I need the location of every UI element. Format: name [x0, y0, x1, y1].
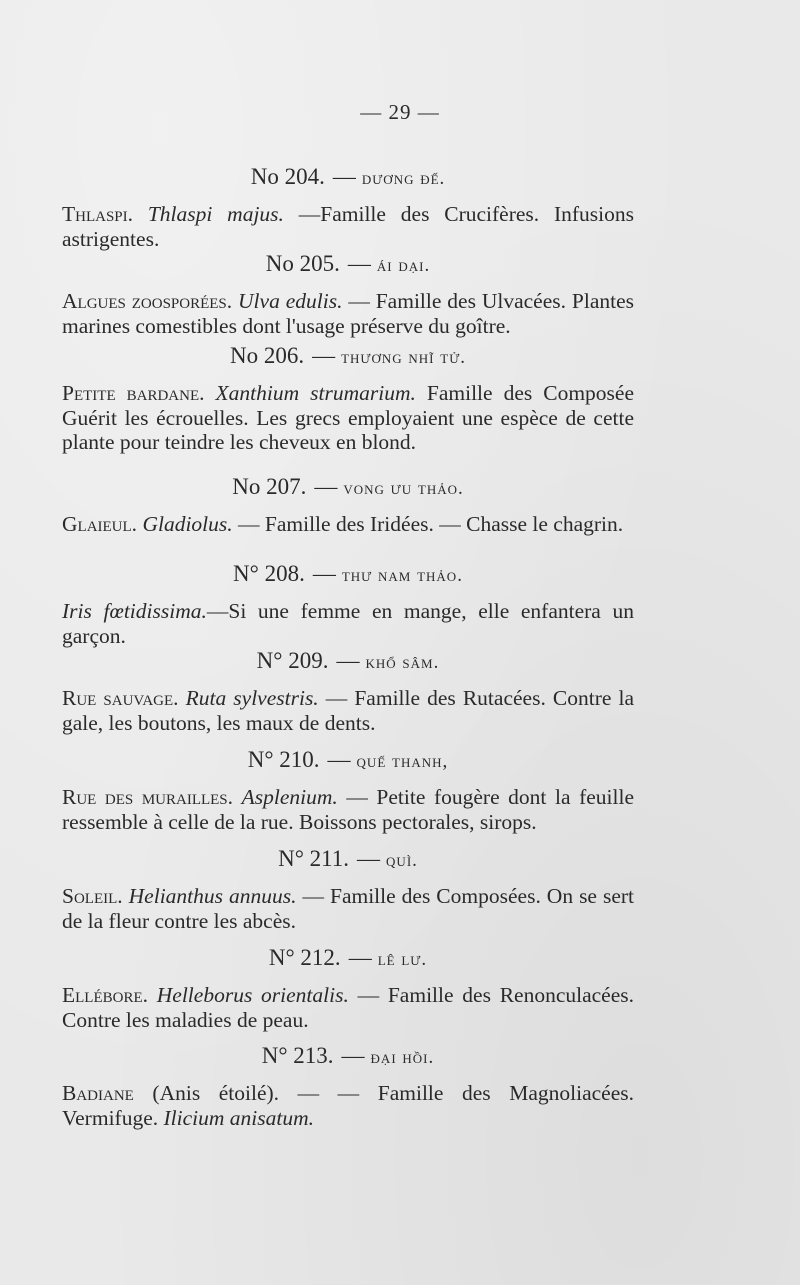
entry-heading — [62, 163, 634, 191]
entry-text — [62, 289, 634, 338]
common-name: Rue sauvage. — [62, 686, 179, 710]
entry-heading — [62, 473, 634, 501]
entry-heading — [62, 250, 634, 278]
common-name: Petite bardane. — [62, 381, 205, 405]
common-name: Thlaspi. — [62, 202, 134, 226]
vietnamese-name: vong ưu thảo. — [343, 478, 464, 499]
entry-number: No 207. — [232, 474, 307, 499]
entry-213 — [62, 1042, 634, 1130]
vietnamese-name: khổ sâm. — [365, 652, 440, 673]
latin-name: Gladiolus. — [142, 512, 233, 536]
entry-number: N° 209. — [256, 648, 329, 673]
entry-text — [62, 512, 634, 537]
dash: — — [314, 474, 338, 499]
entry-205 — [62, 250, 634, 338]
entry-number: N° 212. — [268, 945, 341, 970]
entry-description: — Petite fougère dont la feuille ressemble à celle de la rue. Boissons pectorales, sirops. — [62, 785, 634, 834]
entry-number: No 204. — [250, 164, 325, 189]
entry-text — [62, 884, 634, 933]
entry-number: N° 213. — [261, 1043, 334, 1068]
latin-name: Ulva edulis. — [238, 289, 343, 313]
entry-208 — [62, 560, 634, 648]
entry-text — [62, 785, 634, 834]
latin-name: Ruta sylvestris. — [185, 686, 319, 710]
entry-207 — [62, 473, 634, 537]
vietnamese-name: đại hồi. — [370, 1047, 435, 1068]
entry-description: — Famille des Rutacées. Contre la gale, les boutons, les maux de dents. — [62, 686, 635, 735]
entry-text — [62, 1081, 634, 1130]
dash: — — [332, 164, 356, 189]
entry-heading — [62, 746, 634, 774]
latin-name: Helleborus orientalis. — [156, 983, 349, 1007]
entry-heading — [62, 560, 634, 588]
common-name: Soleil. — [62, 884, 123, 908]
common-name: Rue des murailles. — [62, 785, 234, 809]
entry-description: — Famille des Ulvacées. Plantes marines comestibles dont l'usage préserve du goître. — [62, 289, 634, 338]
common-name: Badiane — [62, 1081, 134, 1105]
entry-209 — [62, 647, 634, 735]
common-name: Ellébore. — [62, 983, 149, 1007]
page-number: — 29 — — [360, 100, 440, 124]
dash: — — [357, 846, 381, 871]
vietnamese-name: quế thanh, — [356, 751, 449, 772]
vietnamese-name: quì. — [386, 850, 418, 871]
entry-description: — Famille des Renonculacées. Contre les maladies de peau. — [62, 983, 635, 1032]
latin-name: Xanthium strumarium. — [215, 381, 416, 405]
entry-heading — [62, 1042, 634, 1070]
dash: — — [312, 343, 336, 368]
entry-211 — [62, 845, 634, 933]
entry-description: —Si une femme en mange, elle enfantera un garçon. — [62, 599, 634, 648]
dash: — — [347, 251, 371, 276]
dash: — — [312, 561, 336, 586]
entry-number: N° 208. — [233, 561, 305, 586]
entry-description: Famille des Composée Guérit les écrouelles. Les grecs employaient une espèce de cette plante pour teindre les cheveux en blond. — [62, 381, 635, 454]
entry-heading — [62, 647, 634, 675]
entry-206 — [62, 342, 634, 455]
dash: — — [341, 1043, 365, 1068]
entry-text — [62, 983, 634, 1032]
common-name: Algues zoosporées. — [62, 289, 233, 313]
common-name: Glaieul. — [62, 512, 138, 536]
latin-name: Ilicium anisatum. — [163, 1105, 314, 1130]
dash: — — [348, 945, 372, 970]
dash: — — [327, 747, 351, 772]
entry-number: No 205. — [265, 251, 340, 276]
entry-text — [62, 202, 634, 251]
vietnamese-name: lê lư. — [377, 949, 428, 970]
entry-description: — Famille des Iridées. — Chasse le chagrin. — [238, 512, 624, 536]
entry-description: — Famille des Composées. On se sert de la fleur contre les abcès. — [62, 884, 635, 933]
entry-description: —Famille des Crucifères. Infusions astrigentes. — [62, 202, 635, 251]
entry-heading — [62, 944, 634, 972]
entry-text — [62, 686, 634, 735]
latin-name: Asplenium. — [241, 785, 338, 809]
entry-number: N° 211. — [278, 846, 350, 871]
entry-204 — [62, 163, 634, 251]
entry-number: N° 210. — [247, 747, 320, 772]
entry-212 — [62, 944, 634, 1032]
dash: — — [336, 648, 360, 673]
latin-name: Iris fœtidissima. — [62, 599, 207, 623]
vietnamese-name: dương đế. — [361, 168, 446, 189]
vietnamese-name: thương nhĩ tử. — [341, 347, 467, 368]
entry-210 — [62, 746, 634, 834]
latin-name: Thlaspi majus. — [147, 202, 284, 226]
entry-number: No 206. — [229, 343, 305, 368]
entry-text — [62, 599, 634, 648]
entry-description: (Anis étoilé). — — Famille des Magnoliacées. Vermifuge. — [62, 1081, 635, 1130]
entry-heading — [62, 342, 634, 370]
vietnamese-name: thư nam thảo. — [341, 565, 463, 586]
entry-text — [62, 381, 634, 455]
vietnamese-name: ái dại. — [376, 255, 431, 276]
entry-heading — [62, 845, 634, 873]
latin-name: Helianthus annuus. — [128, 884, 297, 908]
